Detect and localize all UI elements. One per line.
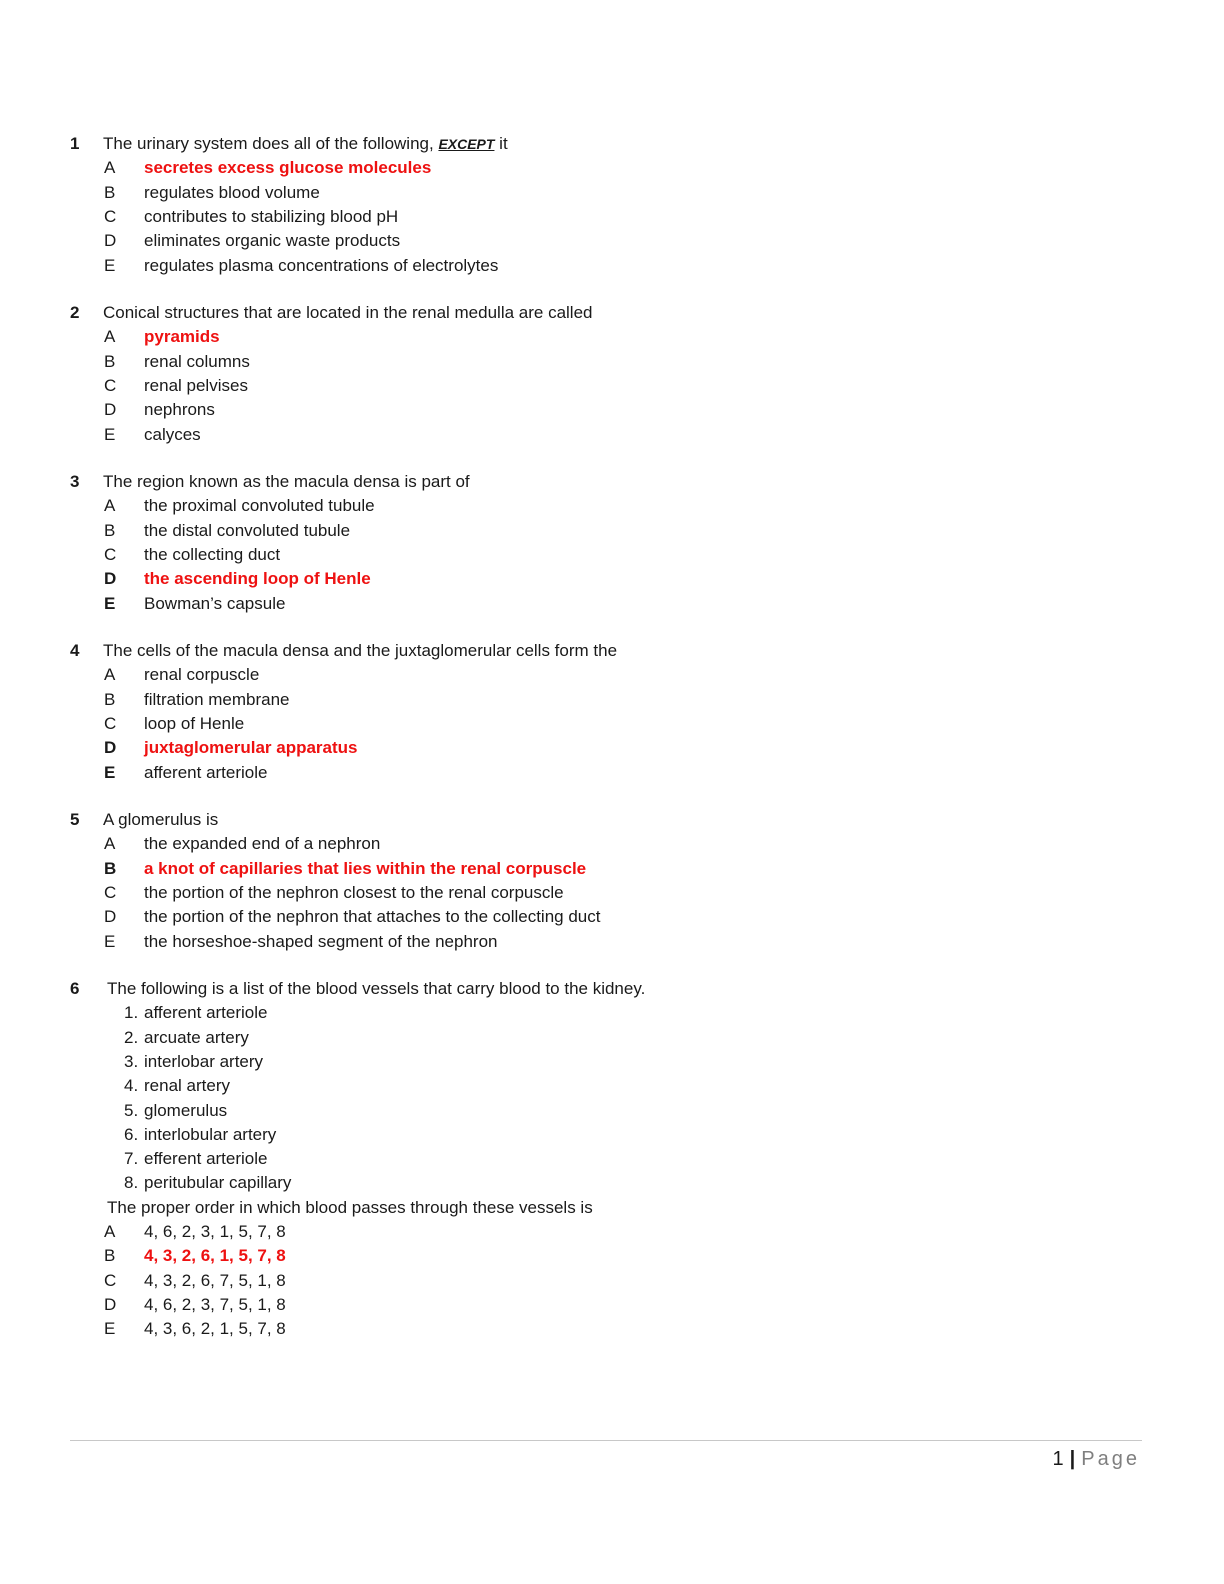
option-letter-c: C xyxy=(104,713,117,733)
option-text: afferent arteriole xyxy=(144,762,268,782)
option-letter-b: B xyxy=(104,858,117,878)
vessel-list-item: renal artery xyxy=(144,1076,230,1096)
option-letter-a: A xyxy=(104,158,116,178)
vessel-list-number: 2. xyxy=(124,1027,139,1047)
question-text-after: it xyxy=(494,134,508,153)
option-letter-d: D xyxy=(104,231,117,251)
option-text: the portion of the nephron that attaches to the collecting duct xyxy=(144,907,601,927)
vessel-list-item: efferent arteriole xyxy=(144,1149,268,1169)
option-letter-e: E xyxy=(104,931,116,951)
option-text: renal columns xyxy=(144,351,250,371)
correct-answer-text: the ascending loop of Henle xyxy=(144,569,371,589)
option-letter-e: E xyxy=(104,593,116,613)
vessel-list-number: 4. xyxy=(124,1076,139,1096)
page-label: Page xyxy=(1081,1448,1140,1470)
correct-answer-text: pyramids xyxy=(144,327,220,347)
option-text: renal pelvises xyxy=(144,375,248,395)
option-text: regulates plasma concentrations of electrolytes xyxy=(144,255,499,275)
option-text: the distal convoluted tubule xyxy=(144,520,351,540)
option-letter-c: C xyxy=(104,206,117,226)
vessel-list-item: arcuate artery xyxy=(144,1027,249,1047)
option-text: eliminates organic waste products xyxy=(144,231,401,251)
question-number: 2 xyxy=(70,303,80,322)
option-letter-b: B xyxy=(104,520,116,540)
question-number: 3 xyxy=(70,472,80,491)
vessel-list-number: 5. xyxy=(124,1100,139,1120)
option-letter-a: A xyxy=(104,665,116,685)
option-letter-a: A xyxy=(104,1222,116,1241)
option-letter-b: B xyxy=(104,182,116,202)
question-stem: Conical structures that are located in the renal medulla are called xyxy=(103,303,593,322)
correct-answer-text: juxtaglomerular apparatus xyxy=(144,738,358,758)
option-letter-c: C xyxy=(104,882,117,902)
correct-answer-text: a knot of capillaries that lies within the renal corpuscle xyxy=(144,858,587,878)
option-text: regulates blood volume xyxy=(144,182,320,202)
question-stem: The cells of the macula densa and the juxtaglomerular cells form the xyxy=(103,641,618,660)
correct-answer-text: secretes excess glucose molecules xyxy=(144,158,432,178)
question-number: 6 xyxy=(70,979,80,998)
vessel-list-number: 3. xyxy=(124,1051,139,1071)
option-text: loop of Henle xyxy=(144,713,245,733)
option-letter-e: E xyxy=(104,255,116,275)
option-letter-e: E xyxy=(104,1319,116,1339)
vessel-list-number: 1. xyxy=(124,1003,139,1023)
option-letter-b: B xyxy=(104,351,116,371)
vessel-list-item: interlobular artery xyxy=(144,1124,277,1144)
option-text: renal corpuscle xyxy=(144,665,260,685)
option-letter-b: B xyxy=(104,1246,116,1266)
question-text-before: The urinary system does all of the following, xyxy=(103,134,439,153)
option-text: Bowman’s capsule xyxy=(144,593,286,613)
option-letter-d: D xyxy=(104,400,117,420)
option-letter-d: D xyxy=(104,1294,117,1314)
question-stem: The region known as the macula densa is part of xyxy=(103,472,470,491)
option-letter-e: E xyxy=(104,424,116,444)
option-letter-d: D xyxy=(104,569,117,589)
vessel-list-item: peritubular capillary xyxy=(144,1173,292,1193)
option-text: 4, 3, 2, 6, 7, 5, 1, 8 xyxy=(144,1270,286,1290)
question-number: 5 xyxy=(70,810,80,829)
option-letter-a: A xyxy=(104,834,116,854)
vessel-list-number: 6. xyxy=(124,1124,139,1144)
page-footer xyxy=(1053,1448,1140,1471)
vessel-list-number: 8. xyxy=(124,1173,139,1193)
option-text: the horseshoe-shaped segment of the nephron xyxy=(144,931,498,951)
option-letter-e: E xyxy=(104,762,116,782)
vessel-list-item: glomerulus xyxy=(144,1100,228,1120)
except-emphasis: EXCEPT xyxy=(438,136,495,152)
option-text: the proximal convoluted tubule xyxy=(144,496,375,516)
option-text: 4, 6, 2, 3, 1, 5, 7, 8 xyxy=(144,1222,286,1241)
option-text: the expanded end of a nephron xyxy=(144,834,381,854)
question-followup: The proper order in which blood passes through these vessels is xyxy=(107,1197,593,1217)
question-stem: A glomerulus is xyxy=(103,810,219,829)
option-letter-d: D xyxy=(104,738,117,758)
option-text: calyces xyxy=(144,424,201,444)
option-text: the portion of the nephron closest to the renal corpuscle xyxy=(144,882,564,902)
option-text: 4, 3, 6, 2, 1, 5, 7, 8 xyxy=(144,1319,286,1339)
option-letter-b: B xyxy=(104,689,116,709)
question-number: 1 xyxy=(70,134,80,153)
footer-divider xyxy=(70,1440,1142,1441)
option-text: contributes to stabilizing blood pH xyxy=(144,206,399,226)
option-letter-a: A xyxy=(104,496,116,516)
footer-separator: | xyxy=(1069,1448,1076,1470)
option-letter-c: C xyxy=(104,375,117,395)
option-letter-d: D xyxy=(104,907,117,927)
page-number: 1 xyxy=(1052,1448,1064,1470)
option-text: nephrons xyxy=(144,400,215,420)
vessel-list-item: interlobar artery xyxy=(144,1051,264,1071)
option-text: the collecting duct xyxy=(144,544,281,564)
option-letter-c: C xyxy=(104,544,117,564)
correct-answer-text: 4, 3, 2, 6, 1, 5, 7, 8 xyxy=(144,1246,286,1266)
option-letter-c: C xyxy=(104,1270,117,1290)
option-letter-a: A xyxy=(104,327,116,347)
option-text: filtration membrane xyxy=(144,689,290,709)
question-stem xyxy=(103,132,508,156)
option-text: 4, 6, 2, 3, 7, 5, 1, 8 xyxy=(144,1294,286,1314)
vessel-list-item: afferent arteriole xyxy=(144,1003,268,1023)
vessel-list-number: 7. xyxy=(124,1149,139,1169)
question-stem: The following is a list of the blood vessels that carry blood to the kidney. xyxy=(107,979,646,998)
question-number: 4 xyxy=(70,641,80,660)
